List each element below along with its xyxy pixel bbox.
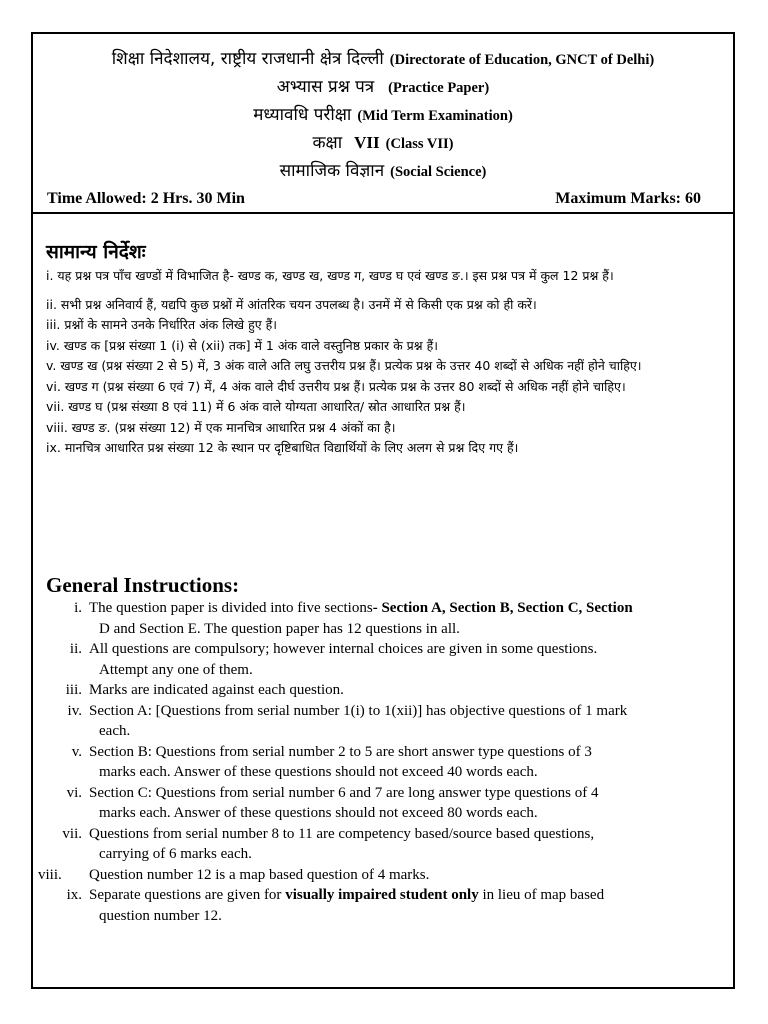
list-item (46, 680, 715, 701)
header-line-class (33, 129, 733, 157)
header-line-subject (33, 157, 733, 185)
general-instructions-heading: General Instructions: (46, 573, 240, 597)
item-text-main: Separate questions are given for (89, 887, 282, 903)
item-number: vii. (62, 825, 82, 842)
item-text-bold: - Section A, Section B, Section C, Section (372, 600, 633, 616)
item-text-continuation: question number 12. (99, 907, 222, 924)
item-text-main: Question number 12 is a map based question of 4 marks. (89, 866, 430, 883)
list-item (46, 598, 715, 639)
practice-paper-hindi: अभ्यास प्रश्न पत्र (276, 77, 375, 97)
header-line-directorate (33, 45, 733, 73)
item-number: viii. (38, 866, 62, 883)
directorate-english: (Directorate of Education, GNCT of Delhi) (389, 52, 655, 68)
hindi-instruction-item: vi. खण्ड ग (प्रश्न संख्या 6 एवं 7) में, 4 अंक वाले दीर्घ उत्तरीय प्रश्न हैं। प्रत्येक प्रश्न के उत्तर 80 शब्दों से अधिक नहीं होने चाहिए। (46, 378, 626, 394)
item-text-main: Marks are indicated against each question. (89, 682, 344, 698)
hindi-instructions-heading: सामान्य निर्देशः (46, 241, 146, 263)
item-text-continuation: carrying of 6 marks each. (99, 846, 252, 862)
item-number: vi. (66, 784, 82, 801)
item-number: iv. (67, 702, 82, 719)
item-number: i. (74, 600, 82, 616)
item-text-main: Section B: Questions from serial number 2 to 5 are short answer type questions of 3 (89, 743, 592, 760)
list-item (46, 824, 715, 865)
subject-english: (Social Science) (390, 164, 487, 180)
hindi-instruction-item: v. खण्ड ख (प्रश्न संख्या 2 से 5) में, 3 अंक वाले अति लघु उत्तरीय प्रश्न हैं। प्रत्येक प्रश्न के उत्तर 40 शब्दों से अधिक नहीं होने चाहिए। (46, 358, 642, 373)
item-text (89, 639, 715, 680)
hindi-instructions (46, 240, 721, 459)
list-item (46, 701, 715, 742)
hindi-instruction-item: i. यह प्रश्न पत्र पाँच खण्डों में विभाजित है- खण्ड क, खण्ड ख, खण्ड ग, खण्ड घ एवं खण्ड ङ.। इस प्रश्न पत्र में कुल 12 प्रश्न हैं। (46, 268, 614, 283)
item-text-bold: visually impaired student only (285, 887, 479, 903)
item-text (89, 885, 715, 926)
list-item (46, 639, 715, 680)
item-text-continuation: Attempt any one of them. (99, 661, 253, 678)
header-line-exam (33, 101, 733, 129)
header-line-practice-paper (33, 73, 733, 101)
item-text (89, 742, 715, 783)
item-text (89, 701, 715, 742)
header-divider (33, 212, 733, 214)
item-text (89, 783, 715, 824)
hindi-instruction-item: ii. सभी प्रश्न अनिवार्य हैं, यद्यपि कुछ प्रश्नों में आंतरिक चयन उपलब्ध है। उनमें में से किसी एक प्रश्न को ही करें। (46, 296, 537, 312)
item-text-main: Section C: Questions from serial number 6 and 7 are long answer type questions of 4 (89, 784, 599, 801)
list-item (38, 865, 715, 886)
item-text-main: The question paper is divided into five sections (89, 600, 373, 616)
maximum-marks: Maximum Marks: 60 (555, 190, 701, 207)
class-english: (Class VII) (385, 136, 454, 152)
item-text (89, 865, 715, 886)
item-text-main: All questions are compulsory; however internal choices are given in some questions. (89, 641, 598, 657)
exam-english: (Mid Term Examination) (357, 108, 513, 124)
page-frame (31, 32, 735, 989)
list-item (46, 885, 715, 926)
item-number: v. (71, 743, 82, 760)
time-allowed: Time Allowed: 2 Hrs. 30 Min (47, 190, 245, 207)
general-instructions-list (38, 598, 715, 926)
practice-paper-english: (Practice Paper) (388, 80, 490, 96)
hindi-instruction-item: ix. मानचित्र आधारित प्रश्न संख्या 12 के स्थान पर दृष्टिबाधित विद्यार्थियों के लिए अलग से प्रश्न दिए गए हैं। (46, 440, 519, 455)
item-text (89, 680, 715, 701)
item-text-continuation: each. (99, 723, 131, 739)
item-number: ii. (69, 641, 82, 657)
hindi-instruction-item: iv. खण्ड क [प्रश्न संख्या 1 (i) से (xii) तक] में 1 अंक वाले वस्तुनिष्ठ प्रकार के प्रश्न हैं। (46, 337, 438, 353)
item-text-after: in lieu of map based (482, 887, 605, 903)
item-number: ix. (66, 887, 82, 903)
hindi-instruction-item: viii. खण्ड ङ. (प्रश्न संख्या 12) में एक मानचित्र आधारित प्रश्न 4 अंकों का है। (46, 419, 396, 435)
item-text-continuation: D and Section E. The question paper has 12 questions in all. (99, 620, 460, 637)
item-text (89, 824, 715, 865)
item-text-main: Section A: [Questions from serial number 1(i) to 1(xii)] has objective questions of 1 mark (89, 702, 628, 719)
item-text (89, 598, 715, 639)
item-text-main: Questions from serial number 8 to 11 are competency based/source based questions, (89, 825, 595, 842)
list-item (46, 783, 715, 824)
class-hindi: कक्षा (312, 133, 343, 153)
item-text-continuation: marks each. Answer of these questions should not exceed 80 words each. (99, 805, 538, 821)
exam-hindi: मध्यावधि परीक्षा (253, 105, 352, 125)
hindi-instruction-item: iii. प्रश्नों के सामने उनके निर्धारित अंक लिखे हुए हैं। (46, 317, 278, 332)
document-header (33, 45, 733, 185)
directorate-hindi: शिक्षा निदेशालय, राष्ट्रीय राजधानी क्षेत्र दिल्ली (111, 49, 384, 69)
list-item (46, 742, 715, 783)
item-number: iii. (65, 682, 82, 698)
general-instructions (38, 572, 715, 926)
hindi-instruction-item: vii. खण्ड घ (प्रश्न संख्या 8 एवं 11) में 6 अंक वाले योग्यता आधारित/ स्रोत आधारित प्रश्न हैं। (46, 399, 466, 414)
subject-hindi: सामाजिक विज्ञान (279, 161, 385, 181)
class-numeral: VII (354, 133, 380, 152)
item-text-continuation: marks each. Answer of these questions should not exceed 40 words each. (99, 764, 538, 780)
time-marks-row (47, 188, 701, 210)
